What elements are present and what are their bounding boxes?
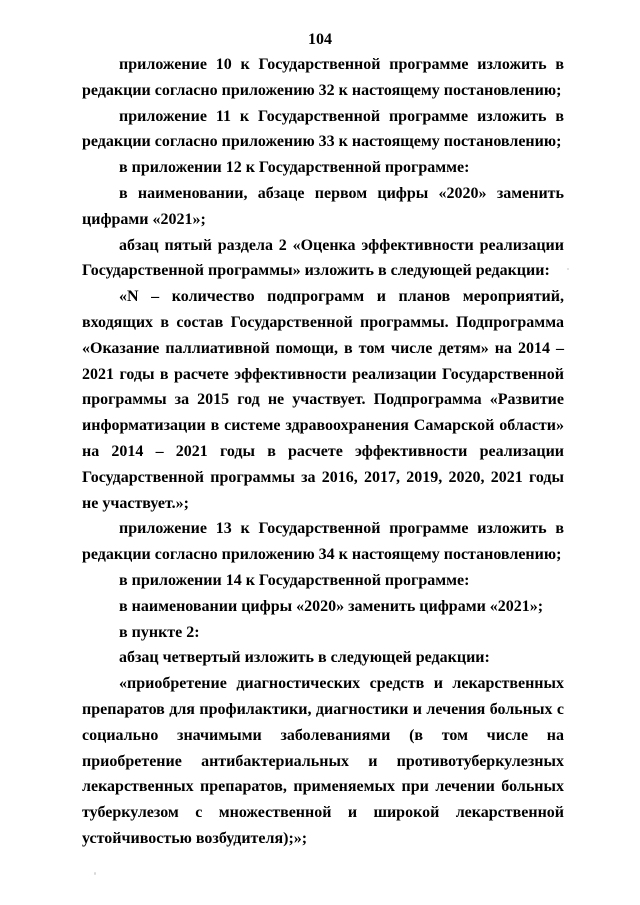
paragraph-appendix-14-title-change: в наименовании цифры «2020» заменить цифрами «2021»; (119, 597, 544, 615)
paragraph-paragraph-4-intro: абзац четвертый изложить в следующей редакции: (119, 649, 490, 667)
paragraph-point-2: в пункте 2: (119, 623, 200, 641)
paragraph-appendix-12-title-change: в наименовании, абзаце первом цифры «2020» заменить цифрами «2021»; (82, 184, 564, 228)
paragraph-appendix-13: приложение 13 к Государственной программе изложить в редакции согласно приложению 34 к настоящему постановлению; (82, 520, 564, 564)
document-body (82, 52, 564, 852)
paragraph-quoted-n-definition: «N – количество подпрограмм и планов мероприятий, входящих в состав Государственной программы. Подпрограмма «Оказание паллиативной помощи, в том числе детям» на 2014 – 2021 годы в расчете эффективности реализации Государственной программы за 2015 год не участвует. Подпрограмма «Развитие информатизации в системе здравоохранения Самарской области» на 2014 – 2021 годы в расчете эффективности реализации Государственной программы за 2016, 2017, 2019, 2020, 2021 годы не участвует.»; (82, 288, 564, 512)
paragraph-section-2-paragraph-5: абзац пятый раздела 2 «Оценка эффективности реализации Государственной программы» изложить в следующей редакции: (82, 236, 564, 280)
scan-speck-bottom (94, 872, 96, 875)
paragraph-quoted-procurement: «приобретение диагностических средств и лекарственных препаратов для профилактики, диагностики и лечения больных с социально значимыми заболеваниями (в том числе на приобретение антибактериальных и противотуберкулезных лекарственных препаратов, применяемых при лечении больных туберкулезом с множественной и широкой лекарственной устойчивостью возбудителя);»; (82, 675, 564, 847)
paragraph-appendix-14-intro: в приложении 14 к Государственной программе: (119, 571, 470, 589)
scan-speck-right (567, 268, 569, 270)
page-number: 104 (308, 31, 332, 48)
paragraph-appendix-10: приложение 10 к Государственной программе изложить в редакции согласно приложению 32 к настоящему постановлению; (82, 56, 564, 99)
paragraph-appendix-12-intro: в приложении 12 к Государственной программе: (119, 159, 470, 177)
paragraph-appendix-11: приложение 11 к Государственной программе изложить в редакции согласно приложению 33 к настоящему постановлению; (82, 107, 564, 151)
